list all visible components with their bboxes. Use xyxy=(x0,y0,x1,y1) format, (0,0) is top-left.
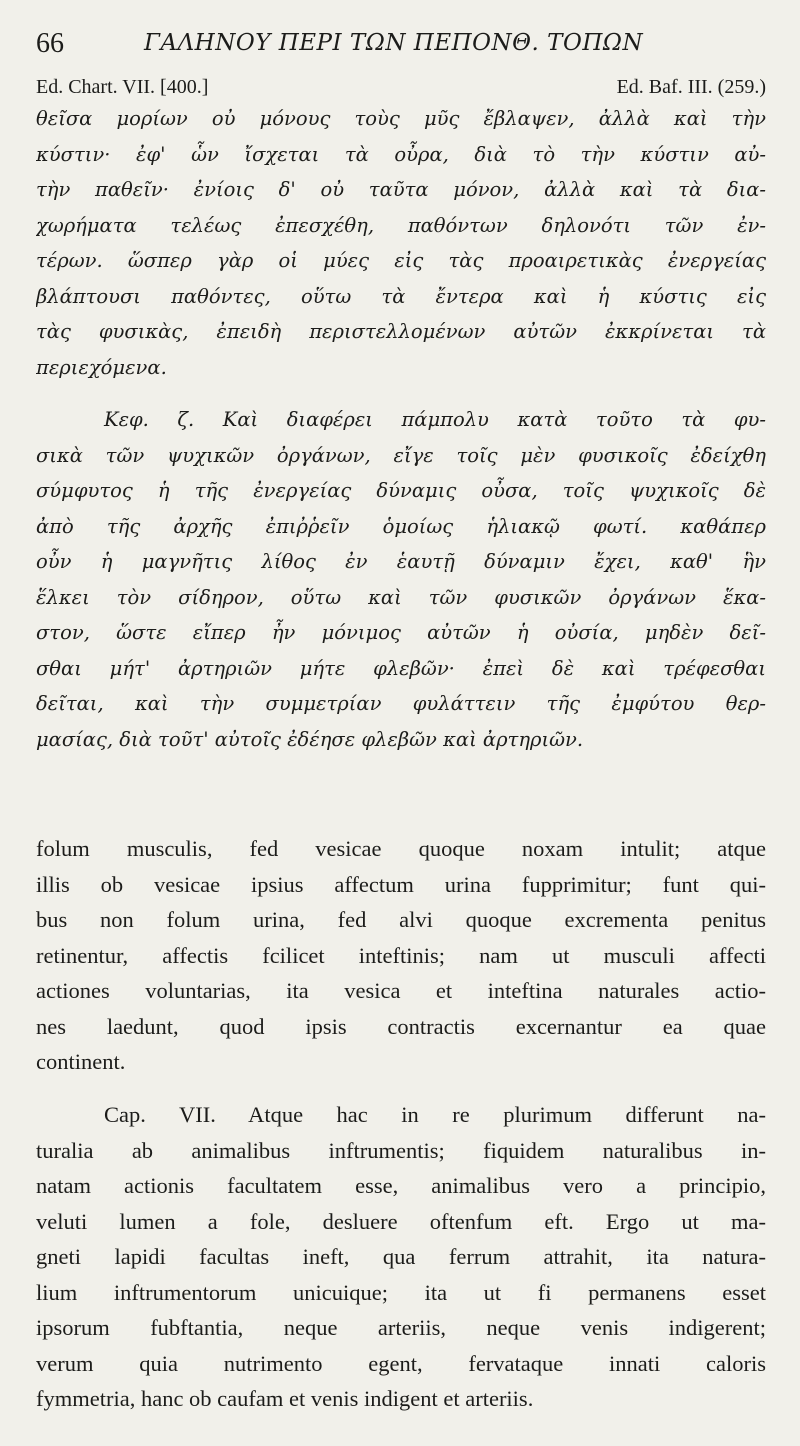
text-line: τέρων. ὥσπερ γὰρ οἱ μύες εἰς τὰς προαιρετικὰς ἐνεργείας xyxy=(36,249,766,272)
text-line: οὖν ἡ μαγνῆτις λίθος ἐν ἑαυτῇ δύναμιν ἔχει, καθ' ἣν xyxy=(36,550,766,573)
text-line: σθαι μήτ' ἀρτηριῶν μήτε φλεβῶν· ἐπεὶ δὲ καὶ τρέφεσθαι xyxy=(36,656,766,680)
greek-chapter-paragraph xyxy=(36,402,766,757)
text-line: ἕλκει τὸν σίδηρον, οὕτω καὶ τῶν φυσικῶν ὀργάνων ἕκα- xyxy=(36,585,766,609)
text-line: σικὰ τῶν ψυχικῶν ὀργάνων, εἴγε τοῖς μὲν φυσικοῖς ἐδείχθη xyxy=(36,443,766,467)
text-line: bus non folum urina, fed alvi quoque excrementa penitus xyxy=(36,907,766,932)
text-line: περιεχόμενα. xyxy=(36,355,167,379)
edition-references xyxy=(36,76,766,100)
text-line: gneti lapidi facultas ineft, qua ferrum attrahit, ita natura- xyxy=(36,1244,766,1269)
text-line: βλάπτουσι παθόντες, οὕτω τὰ ἔντερα καὶ ἡ κύστις εἰς xyxy=(36,284,766,308)
text-line: veluti lumen a fole, desluere oftenfum eft. Ergo ut ma- xyxy=(36,1208,766,1234)
running-title: ΓΑΛΗΝΟΥ ΠΕΡΙ ΤΩΝ ΠΕΠΟΝΘ. ΤΟΠΩΝ xyxy=(144,30,644,56)
text-line: fymmetria, hanc ob caufam et venis indigent et arteriis. xyxy=(36,1386,534,1411)
text-line: σύμφυτος ἡ τῆς ἐνεργείας δύναμις οὖσα, τοῖς ψυχικοῖς δὲ xyxy=(36,479,766,502)
text-line: retinentur, affectis fcilicet inteftinis; nam ut musculi affecti xyxy=(36,942,766,968)
page-number: 66 xyxy=(36,28,64,59)
text-line: κύστιν· ἐφ' ὧν ἴσχεται τὰ οὖρα, διὰ τὸ τὴν κύστιν αὐ- xyxy=(36,142,766,166)
greek-paragraph xyxy=(36,101,766,385)
text-line: μασίας, διὰ τοῦτ' αὐτοῖς ἐδέησε φλεβῶν καὶ ἀρτηριῶν. xyxy=(36,727,584,751)
text-line: τὰς φυσικὰς, ἐπειδὴ περιστελλομένων αὐτῶν ἐκκρίνεται τὰ xyxy=(36,320,766,343)
text-line: χωρήματα τελέως ἐπεσχέθη, παθόντων δηλονότι τῶν ἐν- xyxy=(36,213,766,237)
latin-chapter-paragraph xyxy=(36,1097,766,1417)
latin-paragraph xyxy=(36,831,766,1080)
text-line: ἀπὸ τῆς ἀρχῆς ἐπιῤῥεῖν ὁμοίως ἡλιακῷ φωτί. καθάπερ xyxy=(36,514,766,538)
text-line: τὴν παθεῖν· ἐνίοις δ' οὐ ταῦτα μόνον, ἀλλὰ καὶ τὰ δια- xyxy=(36,178,766,201)
text-line: folum musculis, fed vesicae quoque noxam intulit; atque xyxy=(36,836,766,861)
text-line: continent. xyxy=(36,1049,126,1074)
text-line: ipsorum fubftantia, neque arteriis, neque venis indigerent; xyxy=(36,1315,766,1340)
text-line: nes laedunt, quod ipsis contractis excernantur ea quae xyxy=(36,1013,766,1039)
text-line: natam actionis facultatem esse, animalibus vero a principio, xyxy=(36,1173,766,1198)
edition-basel-reference: Ed. Baf. III. (259.) xyxy=(616,76,766,98)
text-line: δεῖται, καὶ τὴν συμμετρίαν φυλάττειν τῆς ἐμφύτου θερ- xyxy=(36,692,766,715)
text-line: illis ob vesicae ipsius affectum urina fupprimitur; funt qui- xyxy=(36,871,766,897)
text-line: lium inftrumentorum unicuique; ita ut fi permanens esset xyxy=(36,1279,766,1305)
running-head xyxy=(36,24,766,64)
text-line: turalia ab animalibus inftrumentis; fiquidem naturalibus in- xyxy=(36,1137,766,1163)
text-line: θεῖσα μορίων οὐ μόνους τοὺς μῦς ἔβλαψεν, ἀλλὰ καὶ τὴν xyxy=(36,107,766,130)
text-line: actiones voluntarias, ita vesica et inteftina naturales actio- xyxy=(36,978,766,1003)
edition-chart-reference: Ed. Chart. VII. [400.] xyxy=(36,76,209,98)
chapter-heading-line: Cap. VII. Atque hac in re plurimum differunt na- xyxy=(104,1102,766,1127)
chapter-heading-line: Κεφ. ζ. Καὶ διαφέρει πάμπολυ κατὰ τοῦτο τὰ φυ- xyxy=(104,408,766,431)
text-line: verum quia nutrimento egent, fervataque innati caloris xyxy=(36,1350,766,1376)
text-line: στον, ὥστε εἴπερ ἦν μόνιμος αὐτῶν ἡ οὐσία, μηδὲν δεῖ- xyxy=(36,621,766,644)
